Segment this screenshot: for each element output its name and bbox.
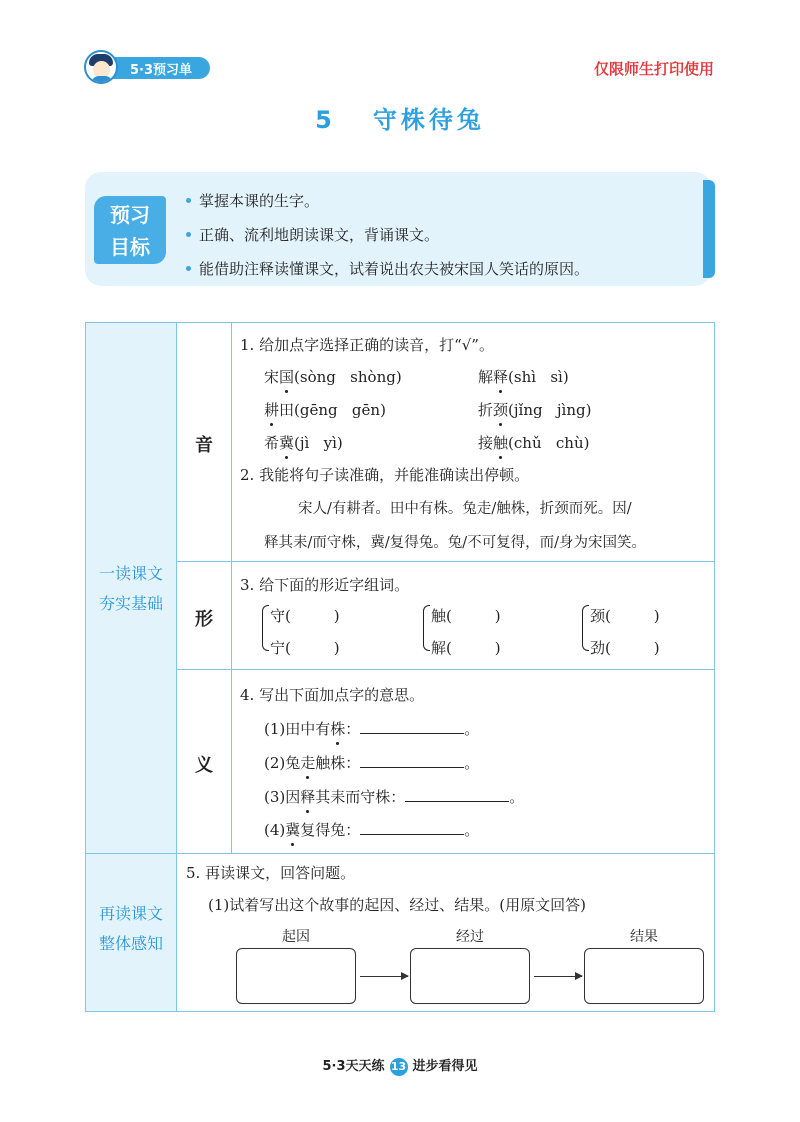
question-2: 2. 我能将句子读准确，并能准确读出停顿。 <box>240 466 530 484</box>
goals-tag <box>94 196 166 264</box>
header-badge-label: 5·3预习单 <box>130 63 193 78</box>
yi-item: (3)因释其耒而守株： 。 <box>264 788 525 806</box>
goal-item <box>186 185 589 219</box>
pinyin-item: 耕田(gēng gēn) <box>264 401 386 419</box>
arrow-right-icon <box>534 976 582 977</box>
page-title: 5 守株待兔 <box>315 106 485 134</box>
pinyin-item: 接触(chǔ chù) <box>478 434 590 452</box>
answer-box-result[interactable] <box>584 948 704 1004</box>
answer-blank[interactable] <box>360 753 464 768</box>
goal-item <box>186 219 589 253</box>
print-notice: 仅限师生打印使用 <box>593 60 714 78</box>
pinyin-item: 解释(shì sì) <box>478 368 569 386</box>
yi-item: (2)兔走触株： 。 <box>264 754 480 772</box>
header-badge <box>84 50 210 84</box>
section2-label <box>86 899 176 959</box>
flow-label-result: 结果 <box>630 929 658 945</box>
goal-text: 正确、流利地朗读课文，背诵课文。 <box>199 226 440 244</box>
bullet-icon <box>186 232 191 237</box>
bullet-icon <box>186 266 191 271</box>
goals-stripe <box>703 180 715 278</box>
pinyin-item: 折颈(jǐng jìng) <box>478 401 592 419</box>
bullet-icon <box>186 198 191 203</box>
xing-top: 颈( ) <box>590 607 660 625</box>
section2-label-line2: 整体感知 <box>98 934 163 953</box>
goals-tag-line2: 目标 <box>110 235 150 259</box>
flow-label-process: 经过 <box>456 929 484 945</box>
goals-tag-line1: 预习 <box>110 203 150 227</box>
page-number: 13 <box>390 1058 408 1076</box>
question-5: 5. 再读课文，回答问题。 <box>186 864 356 882</box>
xing-bottom: 解( ) <box>431 639 501 657</box>
flow-label-cause: 起因 <box>282 929 310 945</box>
category-yi: 义 <box>195 755 213 776</box>
brace-icon <box>423 605 430 651</box>
question-4: 4. 写出下面加点字的意思。 <box>240 686 425 704</box>
goals-list <box>186 185 589 287</box>
passage-line: 宋人/有耕者。田中有株。兔走/触株，折颈而死。因/ <box>298 501 632 517</box>
answer-box-process[interactable] <box>410 948 530 1004</box>
category-xing: 形 <box>195 609 213 630</box>
answer-box-cause[interactable] <box>236 948 356 1004</box>
pinyin-item: 宋国(sòng shòng) <box>264 368 402 386</box>
goal-item <box>186 253 589 287</box>
section1-label-line2: 夯实基础 <box>98 594 163 613</box>
exercise-table <box>85 322 715 1012</box>
xing-top: 守( ) <box>270 607 340 625</box>
footer-left: 5·3天天练 <box>322 1059 385 1074</box>
question-3: 3. 给下面的形近字组词。 <box>240 576 410 594</box>
xing-bottom: 宁( ) <box>270 639 340 657</box>
avatar-icon <box>84 50 118 84</box>
section1-label-line1: 一读课文 <box>98 564 163 583</box>
section1-label <box>86 559 176 619</box>
pinyin-item: 希冀(jì yì) <box>264 434 343 452</box>
answer-blank[interactable] <box>360 719 464 734</box>
yi-item: (4)冀复得兔： 。 <box>264 821 480 839</box>
goal-text: 能借助注释读懂课文，试着说出农夫被宋国人笑话的原因。 <box>199 260 590 278</box>
brace-icon <box>582 605 589 651</box>
answer-blank[interactable] <box>360 820 464 835</box>
brace-icon <box>262 605 269 651</box>
goal-text: 掌握本课的生字。 <box>199 192 320 210</box>
category-yin: 音 <box>195 435 213 456</box>
section2-label-line1: 再读课文 <box>98 904 163 923</box>
answer-blank[interactable] <box>405 787 509 802</box>
passage-line: 释其耒/而守株，冀/复得兔。兔/不可复得，而/身为宋国笑。 <box>264 535 647 551</box>
xing-top: 触( ) <box>431 607 501 625</box>
footer <box>0 1055 800 1076</box>
yi-item: (1)田中有株： 。 <box>264 720 480 738</box>
question-5-1: (1)试着写出这个故事的起因、经过、结果。(用原文回答) <box>208 896 586 914</box>
arrow-right-icon <box>360 976 408 977</box>
footer-right: 进步看得见 <box>412 1059 478 1074</box>
xing-bottom: 劲( ) <box>590 639 660 657</box>
question-1: 1. 给加点字选择正确的读音，打“√”。 <box>240 336 494 354</box>
